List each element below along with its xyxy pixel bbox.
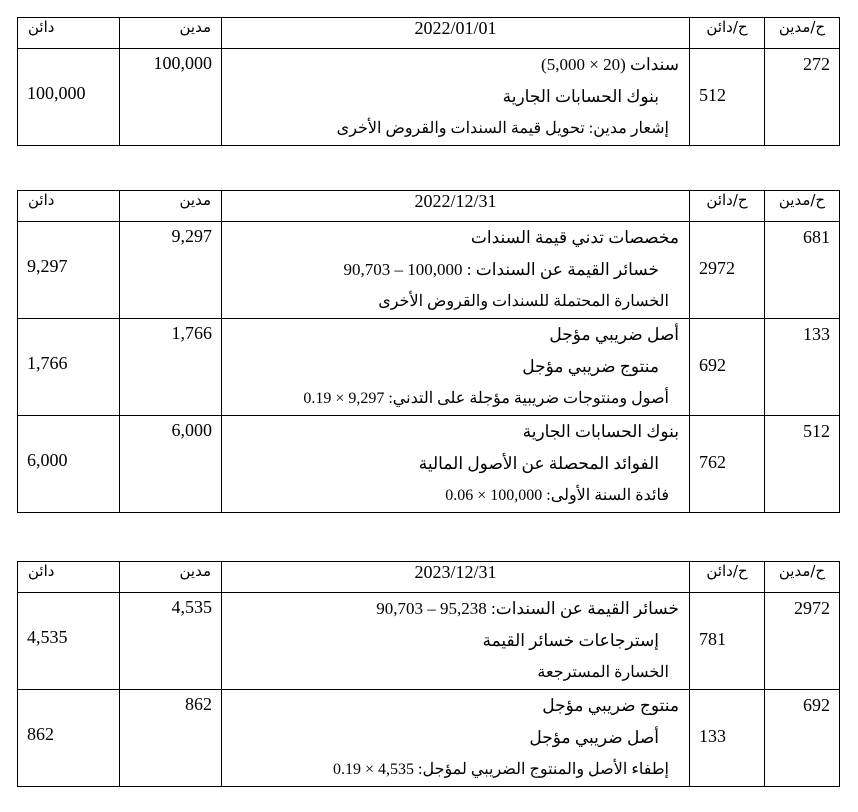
debit-account-number: 692: [803, 695, 830, 715]
debit-amount: 9,297: [171, 226, 212, 246]
debit-line: مخصصات تدني قيمة السندات: [470, 228, 679, 247]
entry-note: أصول ومنتوجات ضريبية مؤجلة على التدني: 9,297 × 0.19: [303, 390, 669, 407]
journal-date: 2022/12/31: [414, 191, 497, 211]
entry-note: الخسارة المحتملة للسندات والقروض الأخرى: [378, 293, 669, 310]
credit-header: دائن: [28, 562, 55, 580]
journal-entry-row: [18, 222, 840, 319]
credit-account-number: 692: [699, 355, 726, 375]
credit-account-header: ح/دائن: [706, 191, 748, 209]
credit-account-header: ح/دائن: [706, 562, 748, 580]
debit-account-number: 2972: [794, 598, 830, 618]
debit-account-header: ح/مدين: [778, 18, 826, 36]
debit-account-header: ح/مدين: [778, 191, 826, 209]
debit-account-header: ح/مدين: [778, 562, 826, 580]
debit-line: منتوج ضريبي مؤجل: [542, 696, 679, 715]
debit-line: سندات (20 × 5,000): [541, 55, 679, 74]
debit-amount: 862: [185, 694, 212, 714]
journal-table-1: [17, 17, 840, 146]
journal-entry-row: [18, 319, 840, 416]
entry-note: فائدة السنة الأولى: 100,000 × 0.06: [445, 487, 669, 504]
debit-account-number: 133: [803, 324, 830, 344]
debit-amount: 6,000: [171, 420, 212, 440]
credit-line: إسترجاعات خسائر القيمة: [482, 631, 659, 650]
credit-amount: 100,000: [27, 83, 86, 103]
journal-header-row: [18, 191, 840, 222]
credit-account-number: 512: [699, 85, 726, 105]
credit-account-header: ح/دائن: [706, 18, 748, 36]
credit-line: بنوك الحسابات الجارية: [502, 87, 659, 106]
journal-entry-row: [18, 690, 840, 787]
debit-line: بنوك الحسابات الجارية: [522, 422, 679, 441]
credit-header: دائن: [28, 191, 55, 209]
journal-entry-row: [18, 416, 840, 513]
journal-date: 2022/01/01: [414, 18, 497, 38]
credit-amount: 862: [27, 724, 54, 744]
entry-note: إطفاء الأصل والمنتوج الضريبي لمؤجل: 4,535 × 0.19: [332, 761, 669, 778]
credit-header: دائن: [28, 18, 55, 36]
debit-amount: 100,000: [153, 53, 212, 73]
debit-amount: 1,766: [171, 323, 212, 343]
debit-header: مدين: [179, 18, 211, 36]
credit-account-number: 781: [699, 629, 726, 649]
debit-header: مدين: [179, 191, 211, 209]
debit-amount: 4,535: [171, 597, 212, 617]
credit-account-number: 2972: [699, 258, 735, 278]
journal-table-3: [17, 561, 840, 787]
credit-account-number: 762: [699, 452, 726, 472]
debit-header: مدين: [179, 562, 211, 580]
debit-account-number: 272: [803, 54, 830, 74]
credit-amount: 9,297: [27, 256, 68, 276]
credit-line: الفوائد المحصلة عن الأصول المالية: [418, 454, 659, 473]
journal-date: 2023/12/31: [414, 562, 497, 582]
credit-line: خسائر القيمة عن السندات : 100,000 – 90,703: [343, 260, 659, 279]
credit-account-number: 133: [699, 726, 726, 746]
credit-amount: 4,535: [27, 627, 68, 647]
debit-line: أصل ضريبي مؤجل: [549, 325, 679, 344]
journal-header-row: [18, 18, 840, 49]
journal-table-2: [17, 190, 840, 513]
entry-note: الخسارة المسترجعة: [537, 664, 669, 681]
credit-amount: 1,766: [27, 353, 68, 373]
debit-account-number: 681: [803, 227, 830, 247]
credit-line: منتوج ضريبي مؤجل: [522, 357, 659, 376]
journal-entry-row: [18, 593, 840, 690]
entry-note: إشعار مدين: تحويل قيمة السندات والقروض الأخرى: [336, 120, 669, 137]
journal-header-row: [18, 562, 840, 593]
debit-line: خسائر القيمة عن السندات: 95,238 – 90,703: [376, 599, 679, 618]
credit-line: أصل ضريبي مؤجل: [529, 728, 659, 747]
credit-amount: 6,000: [27, 450, 68, 470]
debit-account-number: 512: [803, 421, 830, 441]
journal-entry-row: [18, 49, 840, 146]
